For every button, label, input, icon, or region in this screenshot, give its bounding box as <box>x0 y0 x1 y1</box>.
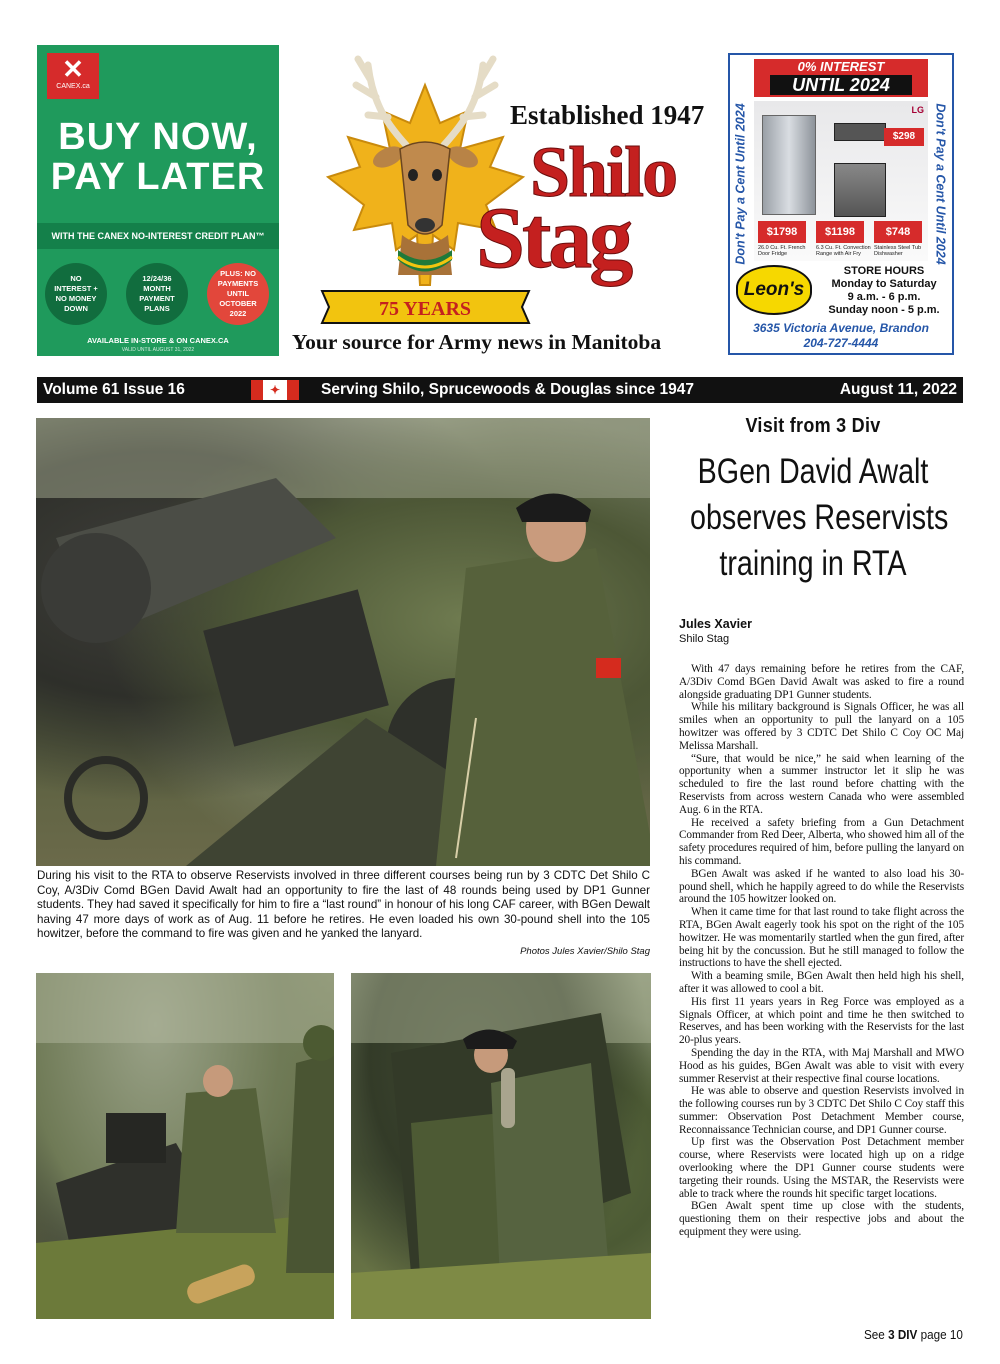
photo-credit: Photos Jules Xavier/Shilo Stag <box>520 946 650 957</box>
leons-promo-line2: UNTIL 2024 <box>770 75 912 95</box>
canex-circle-no-payments: PLUS: NO PAYMENTS UNTIL OCTOBER 2022 <box>207 263 269 325</box>
article-paragraph: Up first was the Observation Post Detachment member course, where Reservists were located high up on a ridge overlooking where the DP1 Gunner course students were targeting their rounds. Using the MSTAR, the Reservists were able to track where the rounds hit specific target locations. <box>679 1136 964 1200</box>
photo-loading-howitzer <box>36 973 334 1319</box>
article-paragraph: Spending the day in the RTA, with Maj Marshall and MWO Hood as his guides, BGen Awalt was able to visit with every summer Reservist at their respective final course locations. <box>679 1046 964 1085</box>
jump-suffix: page 10 <box>920 1327 963 1342</box>
article-paragraph: BGen Awalt spent time up close with the students, questioning them on their respective jobs and about the equipment they were using. <box>679 1200 964 1239</box>
article-paragraph: He received a safety briefing from a Gun Detachment Commander from Red Deer, Alberta, who showed him all of the safety procedures required of him, before pulling the lanyard on his command. <box>679 816 964 867</box>
canex-headline-line2: PAY LATER <box>50 156 266 198</box>
leons-promo-line1: 0% INTEREST <box>797 59 885 74</box>
established-label: Established 1947 <box>510 100 705 130</box>
canex-advertisement[interactable] <box>37 45 279 356</box>
issue-date: August 11, 2022 <box>839 381 957 398</box>
article-paragraph: BGen Awalt was asked if he wanted to also load his 30-pound shell, which he happily agreed to do while the Reservists around the 105 howitzer looked on. <box>679 867 964 906</box>
article-paragraph: His first 11 years years in Reg Force was employed as a Signals Officer, at which point and time he then switched to Reserves, and has been working with the Reservists for the last 20-plus years. <box>679 995 964 1047</box>
leons-logo: Leon's <box>736 265 812 315</box>
leons-phone: 204-727-4444 <box>803 336 879 350</box>
article-body <box>679 663 964 1239</box>
article-kicker: Visit from 3 Div <box>745 415 881 437</box>
headline-line3: training in RTA <box>719 544 907 583</box>
masthead-tagline: Your source for Army news in Manitoba <box>292 330 662 354</box>
canex-logo-text: CANEX.ca <box>56 83 90 90</box>
article-paragraph: While his military background is Signals Officer, he was all smiles when an opportunity to pull the lanyard on a 105 howitzer was offered by 3 CDTC Det Shilo C Coy OC Maj Melissa Marshall. <box>679 701 964 752</box>
price-tag-microwave: $298 <box>884 128 924 146</box>
canex-circle-payment-plans: 12/24/36 MONTH PAYMENT PLANS <box>126 263 188 325</box>
headline-line1: BGen David Awalt <box>697 452 929 491</box>
issue-info-bar <box>37 377 963 403</box>
jump-prefix: See <box>864 1327 885 1342</box>
main-photo-howitzer-firing <box>36 418 650 866</box>
leons-address: 3635 Victoria Avenue, Brandon <box>753 321 929 335</box>
photo-caption: During his visit to the RTA to observe Reservists involved in three different courses being run by 3 CDTC Det Shilo C Coy, A/3Div Comd BGen David Awalt had an opportunity to fire the last of 48 rounds being used by DP1 Gunner students. They had saved it specifically for him to fire a “last round” in honour of his long CAF career, with BGen Dewalt having 47 more days of work as of Aug. 11 before he retires. He even loaded his own 30-pound shell into the 105 howitzer, before the command to fire was given and he yanked the lanyard. <box>37 869 650 941</box>
jump-target: 3 DIV <box>888 1327 918 1342</box>
stag-maple-leaf-logo <box>318 45 533 330</box>
leons-product-image <box>754 101 928 261</box>
volume-issue: Volume 61 Issue 16 <box>43 381 185 398</box>
article-paragraph: When it came time for that last round to take flight across the RTA, BGen Awalt eagerly took his spot on the right of the 105 howitzer. He was momentarily startled when the gun fired, after being hit by the concussion. But he still managed to follow the instructions to have the shell ejected. <box>679 906 964 970</box>
price-tag-dishwasher: $748 <box>874 221 922 243</box>
article-paragraph: “Sure, that would be nice,” he said when learning of the opportunity when a summer instructor let it slip he was scheduled to fire the last round before chatting with the Reservists from across western Canada who were assembled Aug. 6 in the RTA. <box>679 752 964 816</box>
leons-promo-banner <box>754 59 928 97</box>
masthead-name-stag: Stag <box>476 190 631 287</box>
article-headline <box>690 449 949 587</box>
canada-flag-icon: ✦ <box>251 380 299 400</box>
article-paragraph: With 47 days remaining before he retires from the CAF, A/3Div Comd BGen David Awalt was asked to fire a round alongside graduating DP1 Gunner students. <box>679 663 964 701</box>
canex-circle-no-interest: NO INTEREST + NO MONEY DOWN <box>45 263 107 325</box>
price-tag-range: $1198 <box>816 221 864 243</box>
store-hours-line2: 9 a.m. - 6 p.m. <box>847 291 921 303</box>
canex-credit-band: WITH THE CANEX NO-INTEREST CREDIT PLAN™ <box>37 223 279 249</box>
article-paragraph: He was able to observe and question Reservists involved in the following courses run by 3 CDTC Det Shilo C Coy staff this summer: Observation Post Detachment Member course, Reconnaissance Technician course, and DP1 Gunner course. <box>679 1085 964 1136</box>
canex-headline <box>37 117 279 197</box>
byline-author: Jules Xavier <box>679 617 752 631</box>
canex-fine-print: VALID UNTIL AUGUST 31, 2022 <box>121 347 195 353</box>
continued-on-link[interactable] <box>864 1327 963 1342</box>
price-tag-fridge: $1798 <box>758 221 806 243</box>
headline-line2: observes Reservists <box>690 498 949 537</box>
leons-advertisement[interactable] <box>728 53 954 355</box>
caption-fridge: 26.0 Cu. Ft. French Door Fridge <box>758 245 806 257</box>
canex-logo <box>47 53 99 99</box>
microwave-icon <box>834 123 886 141</box>
leons-right-vertical: Don't Pay a Cent Until 2024 <box>934 103 949 265</box>
maple-leaf-icon: ✕ <box>62 54 84 84</box>
store-hours-title: STORE HOURS <box>843 265 925 277</box>
photo-holding-shell <box>351 973 651 1319</box>
anniversary-banner: 75 YEARS <box>378 298 472 320</box>
canex-footer: AVAILABLE IN-STORE & ON CANEX.CA <box>87 336 229 345</box>
leons-left-vertical: Don't Pay a Cent Until 2024 <box>734 103 749 265</box>
caption-dishwasher: Stainless Steel Tub Dishwasher <box>874 245 922 257</box>
masthead-name-shilo: Shilo <box>530 132 677 212</box>
store-hours-line1: Monday to Saturday <box>831 278 937 290</box>
article-paragraph: With a beaming smile, BGen Awalt then held high his shell, after it was allowed to cool a bit. <box>679 970 964 995</box>
range-icon <box>834 163 886 217</box>
caption-range: 6.3 Cu. Ft. Convection Range with Air Fry <box>816 245 871 257</box>
canex-headline-line1: BUY NOW, <box>58 116 258 158</box>
fridge-icon <box>762 115 816 215</box>
lg-logo: LG <box>911 105 924 115</box>
serving-area: Serving Shilo, Sprucewoods & Douglas since 1947 <box>321 381 694 398</box>
leons-address-block <box>730 321 952 351</box>
store-hours <box>816 265 952 317</box>
store-hours-line3: Sunday noon - 5 p.m. <box>828 304 940 316</box>
byline-outlet: Shilo Stag <box>679 633 730 645</box>
